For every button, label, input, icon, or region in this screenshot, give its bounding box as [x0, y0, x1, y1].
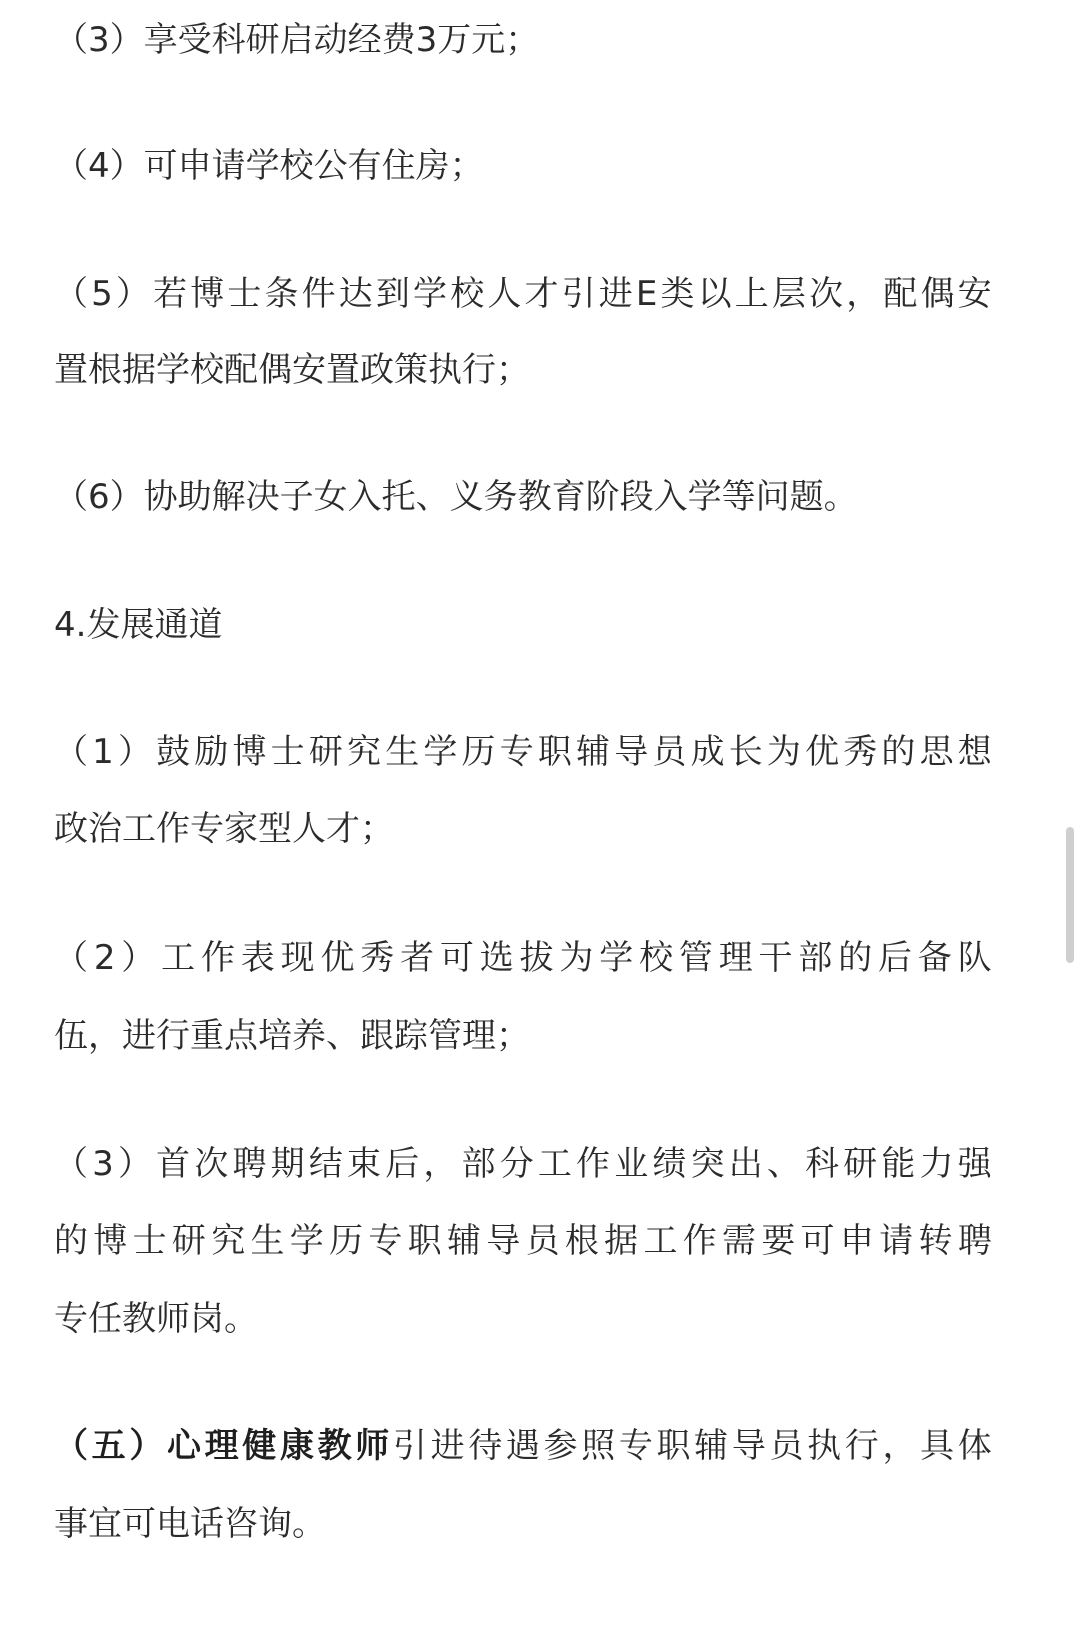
development-item-2-line-1: （ 2 ） 工 作 表 现 优 秀 者 可 选 拔 为 学 校 管 理 干 部 的 后 备 队	[54, 938, 992, 978]
development-item-3-line-2: 的 博 士 研 究 生 学 历 专 职 辅 导 员 根 据 工 作 需 要 可 申 请 转 聘	[54, 1221, 992, 1261]
section-5-line-1: （ 五 ） 心 理 健 康 教 师 引 进 待 遇 参 照 专 职 辅 导 员 执 行 ， 具 体	[54, 1426, 992, 1466]
development-item-3-line-1: （ 3 ） 首 次 聘 期 结 束 后 ， 部 分 工 作 业 绩 突 出 、 科 研 能 力 强	[54, 1144, 992, 1184]
benefit-item-5-line-2: 置根据学校配偶安置政策执行；	[54, 350, 530, 390]
benefit-item-3: （3）享受科研启动经费3万元；	[54, 20, 540, 60]
scrollbar-thumb[interactable]	[1066, 827, 1074, 963]
section-5-line-2: 事宜可电话咨询。	[54, 1504, 326, 1544]
development-item-3-line-3: 专任教师岗。	[54, 1299, 258, 1339]
benefit-item-4: （4）可申请学校公有住房；	[54, 146, 484, 186]
benefit-item-5-line-1: （ 5 ） 若 博 士 条 件 达 到 学 校 人 才 引 进 E 类 以 上 层 次 ， 配 偶 安	[54, 274, 992, 314]
development-item-2-line-2: 伍，进行重点培养、跟踪管理；	[54, 1016, 530, 1056]
section-heading-development: 4.发展通道	[54, 605, 223, 645]
development-item-1-line-2: 政治工作专家型人才；	[54, 809, 394, 849]
development-item-1-line-1: （ 1 ） 鼓 励 博 士 研 究 生 学 历 专 职 辅 导 员 成 长 为 优 秀 的 思 想	[54, 732, 992, 772]
benefit-item-6: （6）协助解决子女入托、义务教育阶段入学等问题。	[54, 477, 858, 517]
